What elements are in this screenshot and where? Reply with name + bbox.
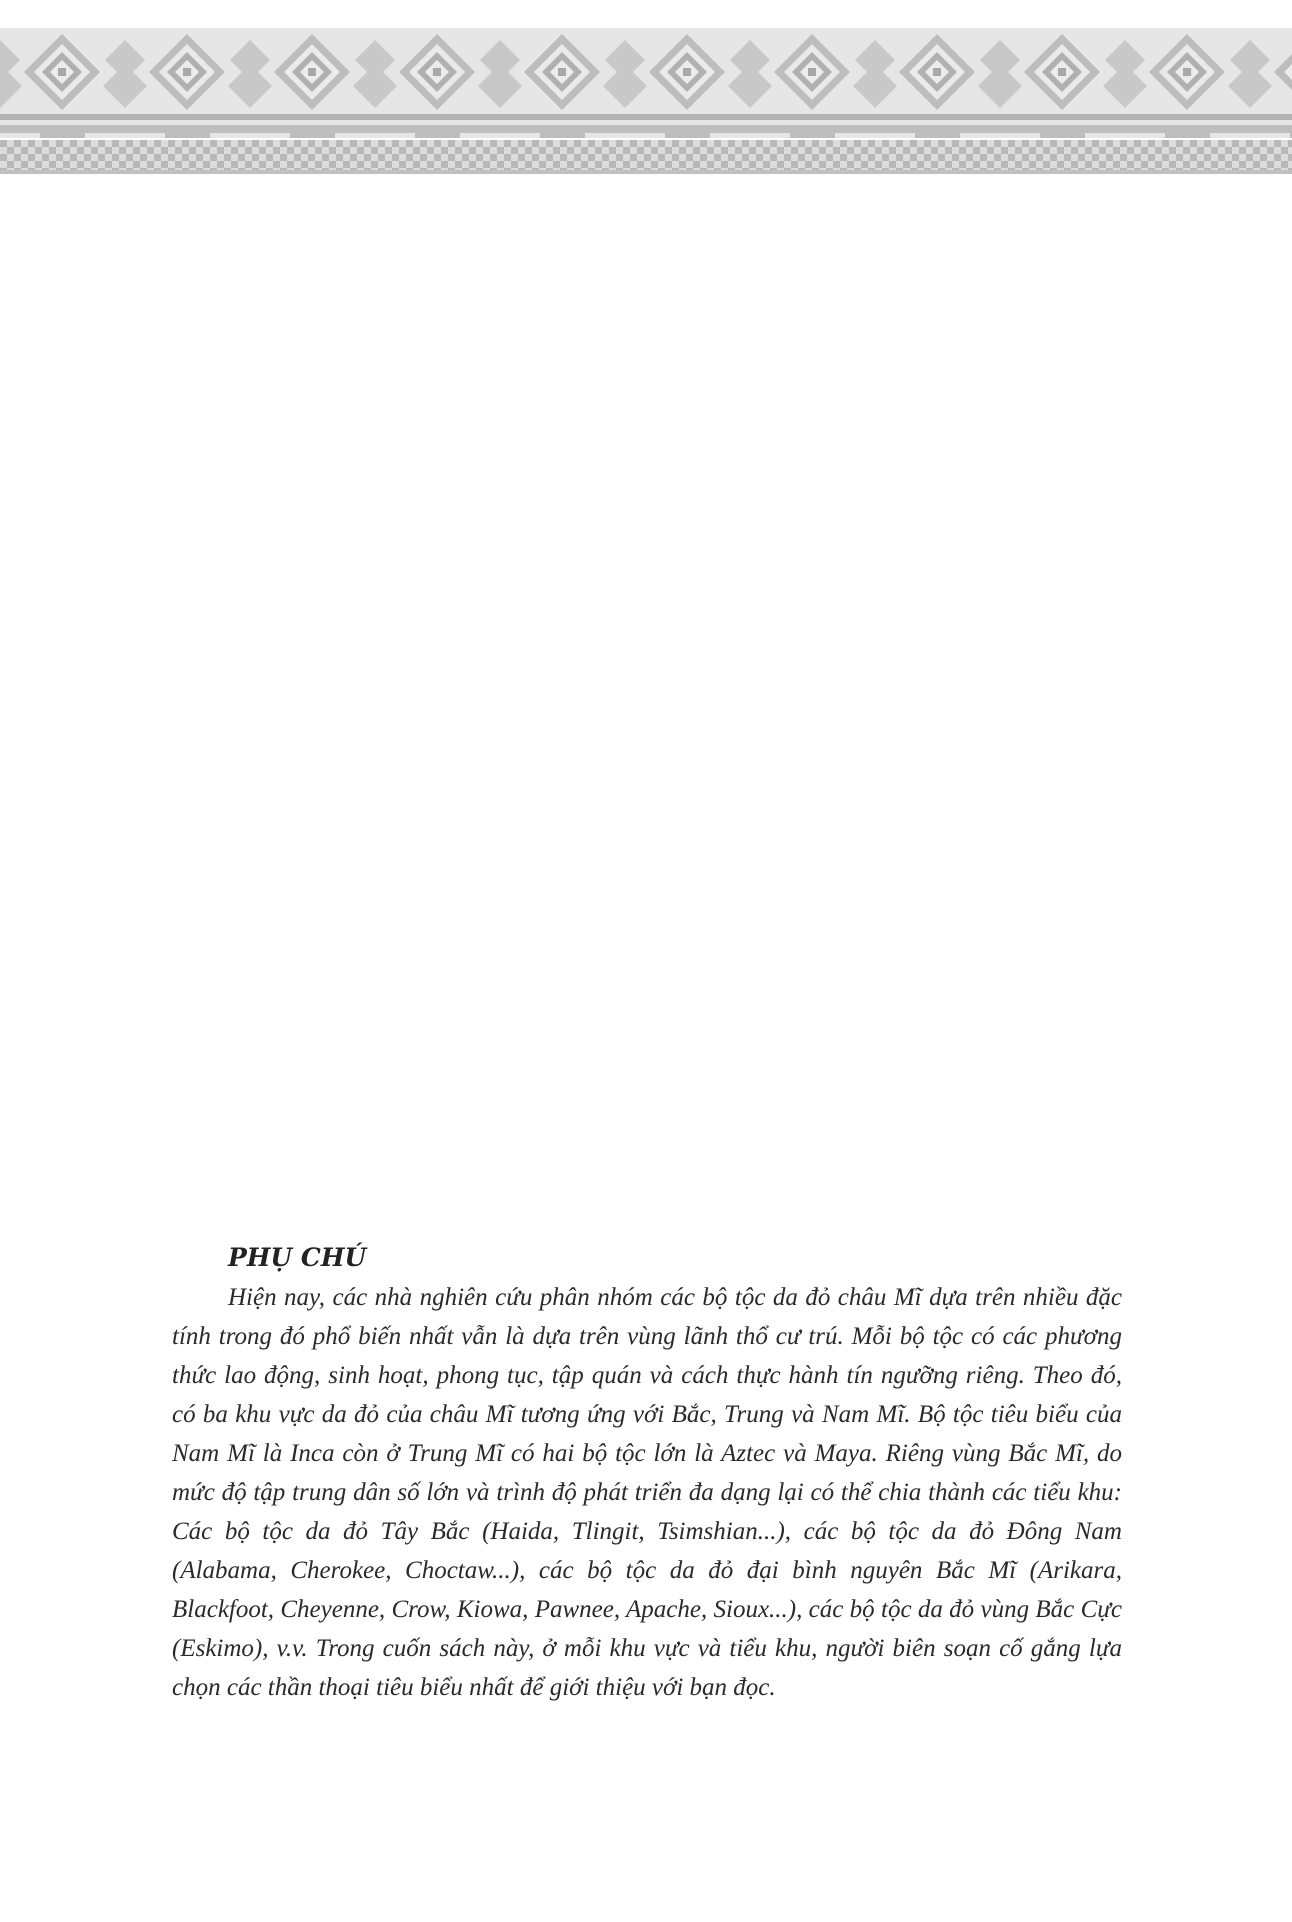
banner-motif-band [0,28,1292,138]
banner-checker-band [0,140,1292,170]
footnote-title: PHỤ CHÚ [228,1243,367,1272]
decorative-banner [0,0,1292,180]
footnote-section [172,1238,1122,1707]
footnote-body: Hiện nay, các nhà nghiên cứu phân nhóm các bộ tộc da đỏ châu Mĩ dựa trên nhiều đặc tính trong đó phổ biến nhất vẫn là dựa trên vùng lãnh thổ cư trú. Mỗi bộ tộc có các phương thức lao động, sinh hoạt, phong tục, tập quán và cách thực hành tín ngưỡng riêng. Theo đó, có ba khu vực da đỏ của châu Mĩ tương ứng với Bắc, Trung và Nam Mĩ. Bộ tộc tiêu biểu của Nam Mĩ là Inca còn ở Trung Mĩ có hai bộ tộc lớn là Aztec và Maya. Riêng vùng Bắc Mĩ, do mức độ tập trung dân số lớn và trình độ phát triển đa dạng lại có thể chia thành các tiểu khu: Các bộ tộc da đỏ Tây Bắc (Haida, Tlingit, Tsimshian...), các bộ tộc da đỏ Đông Nam (Alabama, Cherokee, Choctaw...), các bộ tộc da đỏ đại bình nguyên Bắc Mĩ (Arikara, Blackfoot, Cheyenne, Crow, Kiowa, Pawnee, Apache, Sioux...), các bộ tộc da đỏ vùng Bắc Cực (Eskimo), v.v. Trong cuốn sách này, ở mỗi khu vực và tiểu khu, người biên soạn cố gắng lựa chọn các thần thoại tiêu biểu nhất để giới thiệu với bạn đọc. [172,1284,1122,1701]
